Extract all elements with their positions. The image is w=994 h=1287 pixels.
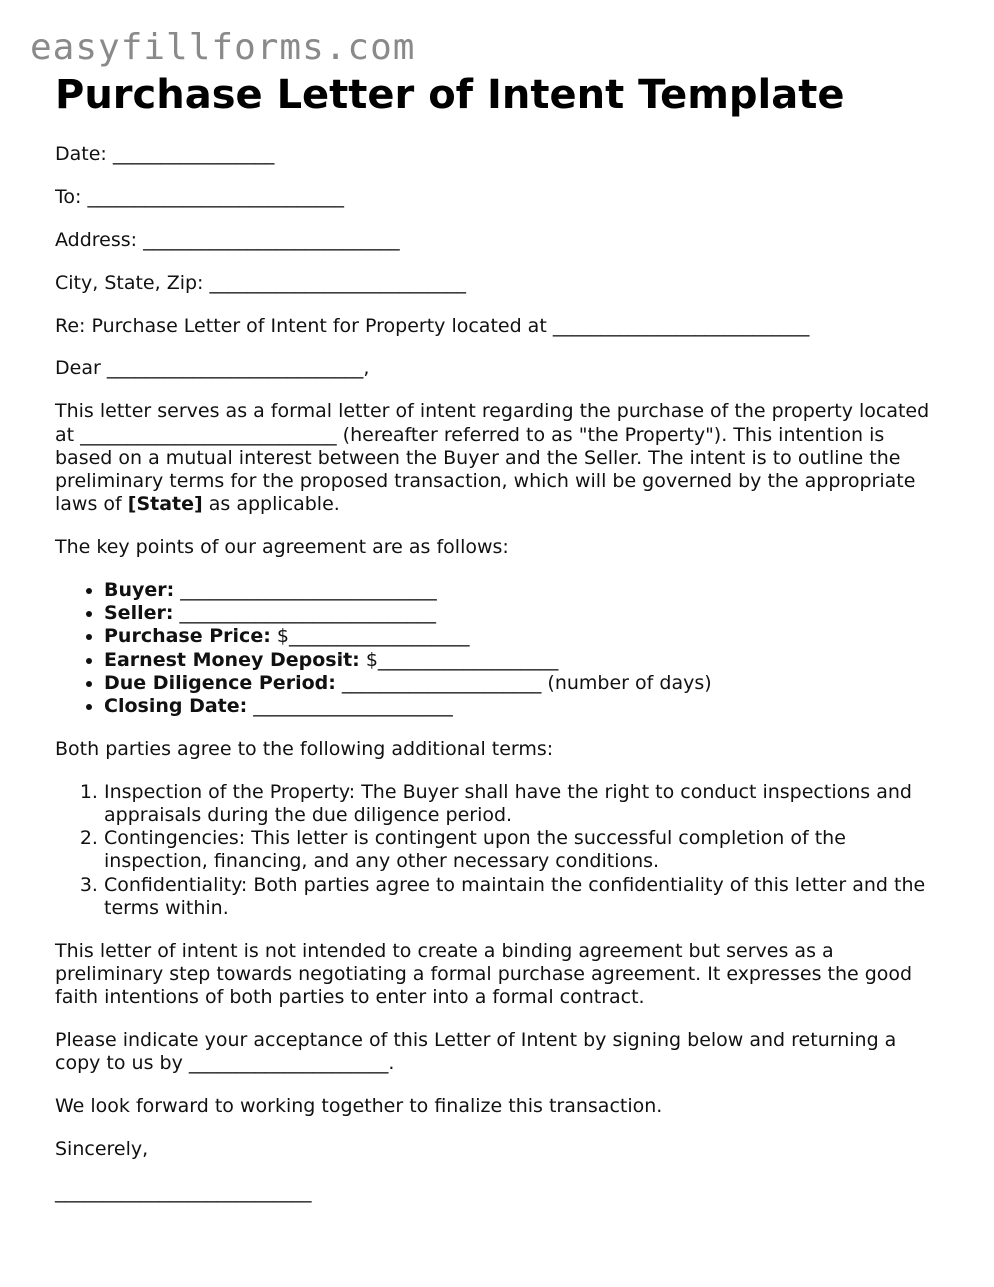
list-item [104, 649, 945, 672]
re-line: Re: Purchase Letter of Intent for Property located at ___________________________ [55, 314, 810, 337]
key-point-value: $___________________ [359, 648, 559, 671]
intro-paragraph [55, 400, 945, 516]
salutation: Dear ___________________________, [55, 357, 370, 380]
intro-text-after: as applicable. [202, 493, 340, 516]
sign-off: Sincerely, [55, 1137, 149, 1160]
to-field: To: ___________________________ [55, 185, 344, 208]
key-point-value: $___________________ [270, 625, 470, 648]
signature-line: ___________________________ [55, 1180, 312, 1203]
list-item [104, 695, 945, 718]
nonbinding-paragraph: This letter of intent is not intended to create a binding agreement but serves as a preliminary step towards negotiating a formal purchase agreement. It expresses the good faith intentions of both parties to enter into a formal contract. [55, 939, 913, 1009]
key-points-intro: The key points of our agreement are as follows: [55, 536, 509, 559]
key-point-value: ___________________________ [174, 578, 437, 601]
list-item [104, 672, 945, 695]
key-point-value: _____________________ (number of days) [335, 671, 712, 694]
date-field: Date: _________________ [55, 143, 275, 165]
key-point-value: ___________________________ [173, 602, 436, 625]
key-point-label: Purchase Price: [104, 625, 271, 648]
list-item: 2. Contingencies: This letter is contingent upon the successful completion of the inspection, financing, and any other necessary conditions. [104, 827, 945, 873]
key-point-label: Seller: [104, 602, 174, 625]
address-field: Address: ___________________________ [55, 228, 400, 251]
list-item [104, 625, 945, 648]
state-placeholder: [State] [127, 493, 203, 516]
additional-terms-list [55, 781, 945, 920]
watermark: easyfillforms.com [30, 27, 416, 68]
closing-line: We look forward to working together to finalize this transaction. [55, 1095, 663, 1118]
document-page [55, 72, 945, 1224]
key-point-label: Closing Date: [104, 694, 248, 717]
page-title: Purchase Letter of Intent Template [55, 72, 845, 118]
list-item [104, 579, 945, 602]
key-point-label: Due Diligence Period: [104, 671, 336, 694]
key-point-label: Earnest Money Deposit: [104, 648, 360, 671]
acceptance-paragraph: Please indicate your acceptance of this Letter of Intent by signing below and returning a copy to us by _____________________. [55, 1028, 897, 1075]
key-point-label: Buyer: [104, 578, 175, 601]
intro-text-before: This letter serves as a formal letter of intent regarding the purchase of the property located at ___________________________ (hereafter referred to as "the Property"). This intention is based on a mutual interest between the Buyer and the Seller. The intent is to outline the preliminary terms for the proposed transaction, which will be governed by the appropriate laws of [55, 400, 930, 516]
additional-terms-intro: Both parties agree to the following additional terms: [55, 737, 554, 760]
list-item: 1. Inspection of the Property: The Buyer shall have the right to conduct inspections and appraisals during the due diligence period. [104, 781, 945, 827]
key-points-list [55, 579, 945, 718]
list-item [104, 602, 945, 625]
key-point-value: _____________________ [247, 694, 453, 717]
city-state-zip-field: City, State, Zip: ___________________________ [55, 271, 466, 294]
list-item: 3. Confidentiality: Both parties agree to maintain the confidentiality of this letter and the terms within. [104, 874, 945, 920]
